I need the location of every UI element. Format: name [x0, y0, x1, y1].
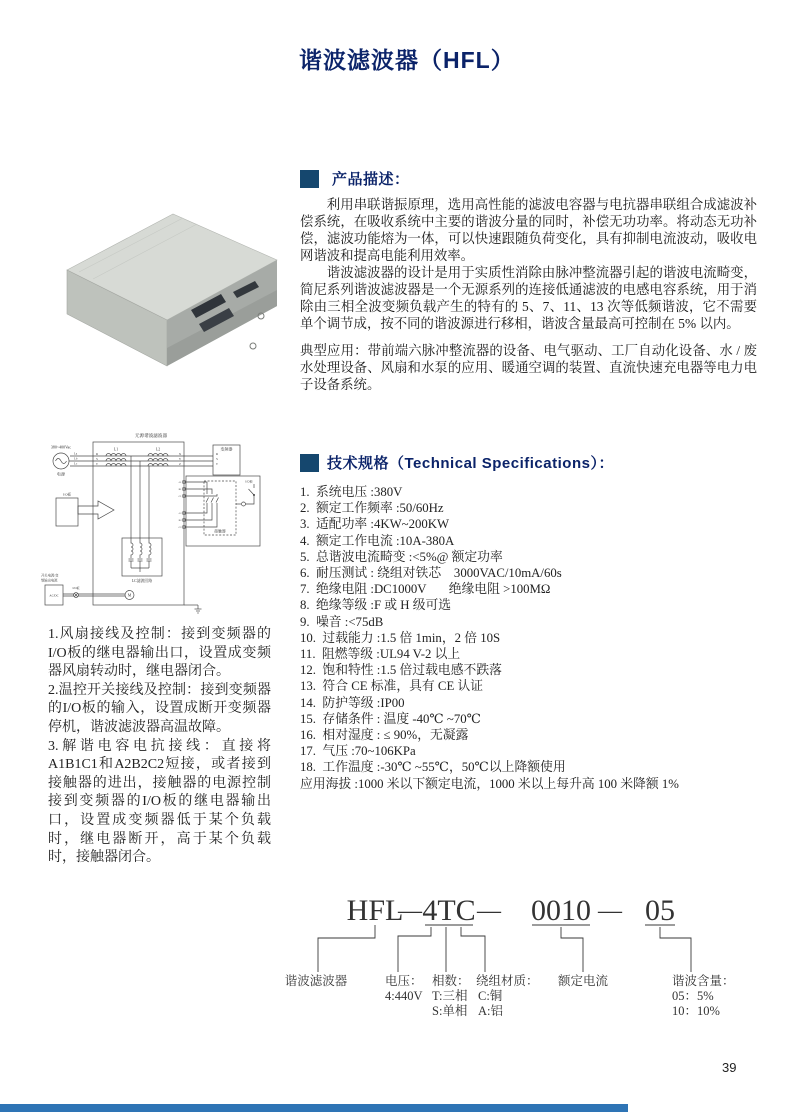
spec-item: 15. 存储条件 : 温度 -40℃ ~70℃: [300, 711, 481, 726]
spec-item: 14. 防护等级 :IP00: [300, 695, 405, 710]
spec-item: 6. 耐压测试 : 绕组对铁芯 3000VAC/10mA/60s: [300, 566, 562, 581]
lc-branches: [129, 538, 152, 572]
source-voltage-label: 380~400Vac: [50, 444, 72, 450]
output-terminal-label: Z: [179, 461, 181, 466]
wiring-diagram: [36, 428, 276, 623]
aux-supply-label: 频输出电源: [41, 578, 58, 583]
section-title: 产品描述：: [332, 171, 410, 188]
terminal-label: A2: [178, 512, 182, 515]
section-title: 技术规格（Technical Specifications）：: [327, 455, 614, 472]
inductor-label: L2: [155, 447, 161, 452]
page-title: 谐波滤波器（HFL）: [299, 47, 515, 73]
spec-item: 8. 绝缘等级 :F 或 H 级可选: [300, 598, 452, 613]
voltage-option: 4:440V: [385, 989, 423, 1003]
inverter-terminal-label: T: [216, 461, 218, 466]
winding-option: C:铜: [478, 989, 503, 1003]
io-board-box: [56, 498, 78, 526]
terminal-label: C1: [178, 495, 182, 498]
ground-icon: [184, 605, 202, 613]
wiring-note: 1.风扇接线及控制：接到变频器的I/O板的继电器输出口，设置成变频器风扇转动时，继电器闭合。: [48, 627, 271, 680]
spec-item: 11. 阻燃等级 :UL94 V-2 以上: [300, 647, 461, 662]
terminal-label: A1: [178, 481, 182, 484]
phase-label: La: [74, 451, 78, 456]
coil-terminal-icon: [242, 502, 246, 506]
phase-option: T:三相: [432, 989, 468, 1003]
inductor-L1-icon: [106, 454, 126, 467]
output-terminal-label: Y: [178, 456, 182, 461]
model-code-line: [347, 894, 675, 927]
diagram-title: 无源谐波滤波器: [134, 433, 168, 438]
terminal-label: C2: [178, 526, 182, 529]
spec-list: [300, 484, 766, 776]
harmonic-option: 10：10%: [672, 1004, 720, 1018]
section-technical-specs: [300, 452, 614, 473]
wiring-note: 3.解谐电容电抗接线：直接将A1B1C1和A2B2C2短接，或者接到接触器的进出，接触器的电源控制接到变频器的I/O板的继电器输出口，设置成变频器低于某个负载时，继电器断开，高于某个负载时，接触器闭合。: [48, 738, 271, 866]
aux-supply-label: 开关电源/变: [41, 573, 59, 578]
leader-lines: [318, 925, 691, 972]
applications-paragraph: 典型应用：带前端六脉冲整流器的设备、电气驱动、工厂自动化设备、水 / 废水处理设备、风扇和水泵的应用、暖通空调的装置、直流快速充电器等电力电子设备系统。: [300, 343, 757, 392]
terminal-label: B2: [178, 519, 182, 522]
section-marker-icon: [300, 454, 319, 472]
altitude-note: 应用海拔 :1000 米以下额定电流，1000 米以上每升高 100 米降额 1%: [300, 776, 679, 791]
terminal-label: B1: [178, 488, 182, 491]
fan-motor-label: M: [127, 592, 132, 598]
spec-item: 2. 额定工作频率 :50/60Hz: [300, 501, 444, 516]
series-label: 谐波滤波器: [284, 974, 348, 988]
model-code-segment: 4TC: [422, 894, 476, 927]
contactor-wiring: [185, 482, 218, 527]
acdc-label: AC/DC: [49, 593, 59, 598]
phase-label: Lc: [74, 461, 78, 466]
page-number: 39: [722, 1060, 737, 1075]
spec-item: 4. 额定工作电流 :10A-380A: [300, 533, 455, 548]
spec-item: 18. 工作温度 :-30℃ ~55℃，50℃以上降额使用: [300, 760, 566, 775]
input-terminal-label: R: [95, 451, 99, 456]
inverter-label: 变频器: [220, 446, 233, 452]
description-paragraph: 利用串联谐振原理，选用高性能的滤波电容器与电抗器串联组合成滤波补偿系统，在吸收系统中主要的谐波分量的同时，补偿无功功率。将动态无功补偿，滤波功能熔为一体，可以快速跟随负荷变化，具有抑制电流波动，吸收电网谐波和提高电能利用效率。: [300, 197, 757, 263]
description-body: [300, 196, 757, 393]
inductor-L2-icon: [148, 454, 168, 467]
model-code-dash: —: [598, 898, 622, 924]
contactor-label: 接触器: [214, 529, 226, 534]
spec-item: 10. 过载能力 :1.5 倍 1min，2 倍 10S: [300, 630, 501, 645]
arrow-right-icon: [78, 501, 114, 519]
section-product-description: [300, 168, 410, 189]
spec-item: 12. 饱和特性 :1.5 倍过载电感不跌落: [300, 663, 502, 678]
harmonic-label: 谐波含量：: [672, 974, 735, 988]
spec-item: 13. 符合 CE 标准，具有 CE 认证: [300, 679, 484, 694]
model-code-segment: 05: [645, 894, 675, 927]
input-terminal-label: T: [96, 461, 98, 466]
spec-item: 3. 适配功率 :4KW~200KW: [300, 517, 450, 532]
phase-label: 相数：: [432, 974, 470, 988]
source-label: 电源: [56, 471, 66, 477]
model-code-segment: 0010: [531, 894, 591, 927]
io-board-label: I/O板: [72, 586, 80, 590]
phase-option: S:单相: [432, 1004, 468, 1018]
harmonic-option: 05：5%: [672, 989, 714, 1003]
product-photo: [45, 198, 285, 370]
inverter-terminal-label: R: [215, 451, 219, 456]
inverter-terminal-label: S: [216, 456, 218, 461]
io-board-label: I/O板: [245, 479, 253, 484]
winding-label: 绕组材质：: [476, 974, 539, 988]
phase-label: Lb: [74, 456, 78, 461]
model-code-dash: —: [398, 898, 422, 924]
sine-wave-icon: [56, 459, 67, 464]
model-code-segment: HFL: [346, 894, 404, 927]
control-region-outline: [186, 476, 260, 546]
spec-item: 7. 绝缘电阻 :DC1000V 绝缘电阻 >100MΩ: [300, 582, 551, 597]
description-paragraph: 谐波滤波器的设计是用于实质性消除由脉冲整流器引起的谐波电流畸变，简尼系列谐波滤波器是一个无源系列的连接低通滤波的电感电容系统，用于消除由三相全波变频负载产生的特有的 5、7、11、13 次等低频谐波，它不需要单个调节成，按不同的谐波源进行移相，谐波含量最高可控制在 5% 以内。: [300, 265, 757, 331]
spec-item: 5. 总谐波电流畸变 :<5%@ 额定功率: [300, 549, 503, 564]
spec-item: 9. 噪音 :<75dB: [300, 614, 384, 629]
current-label: 额定电流: [558, 974, 609, 988]
section-marker-icon: [300, 170, 319, 188]
input-terminal-label: S: [96, 456, 98, 461]
wiring-note: 2.温控开关接线及控制：接到变频器的I/O板的输入，设置成断开变频器停机，谐波滤波器高温故障。: [48, 682, 271, 735]
footer-bar: [0, 1104, 628, 1112]
lc-network-label: LC滤波回路: [131, 579, 153, 583]
voltage-label: 电压：: [385, 974, 423, 988]
winding-option: A:铝: [478, 1004, 504, 1018]
spec-item: 1. 系统电压 :380V: [300, 485, 403, 499]
wiring-notes: [48, 626, 271, 868]
inductor-label: L1: [113, 447, 119, 452]
model-code-diagram: [280, 888, 760, 1053]
io-board-label: I/O板: [63, 492, 71, 497]
output-terminal-label: X: [178, 451, 182, 456]
spec-item: 16. 相对湿度 : ≤ 90%，无凝露: [300, 728, 469, 743]
spec-item: 17. 气压 :70~106KPa: [300, 744, 416, 759]
spec-block: [300, 484, 766, 792]
model-code-dash: —: [477, 898, 501, 924]
